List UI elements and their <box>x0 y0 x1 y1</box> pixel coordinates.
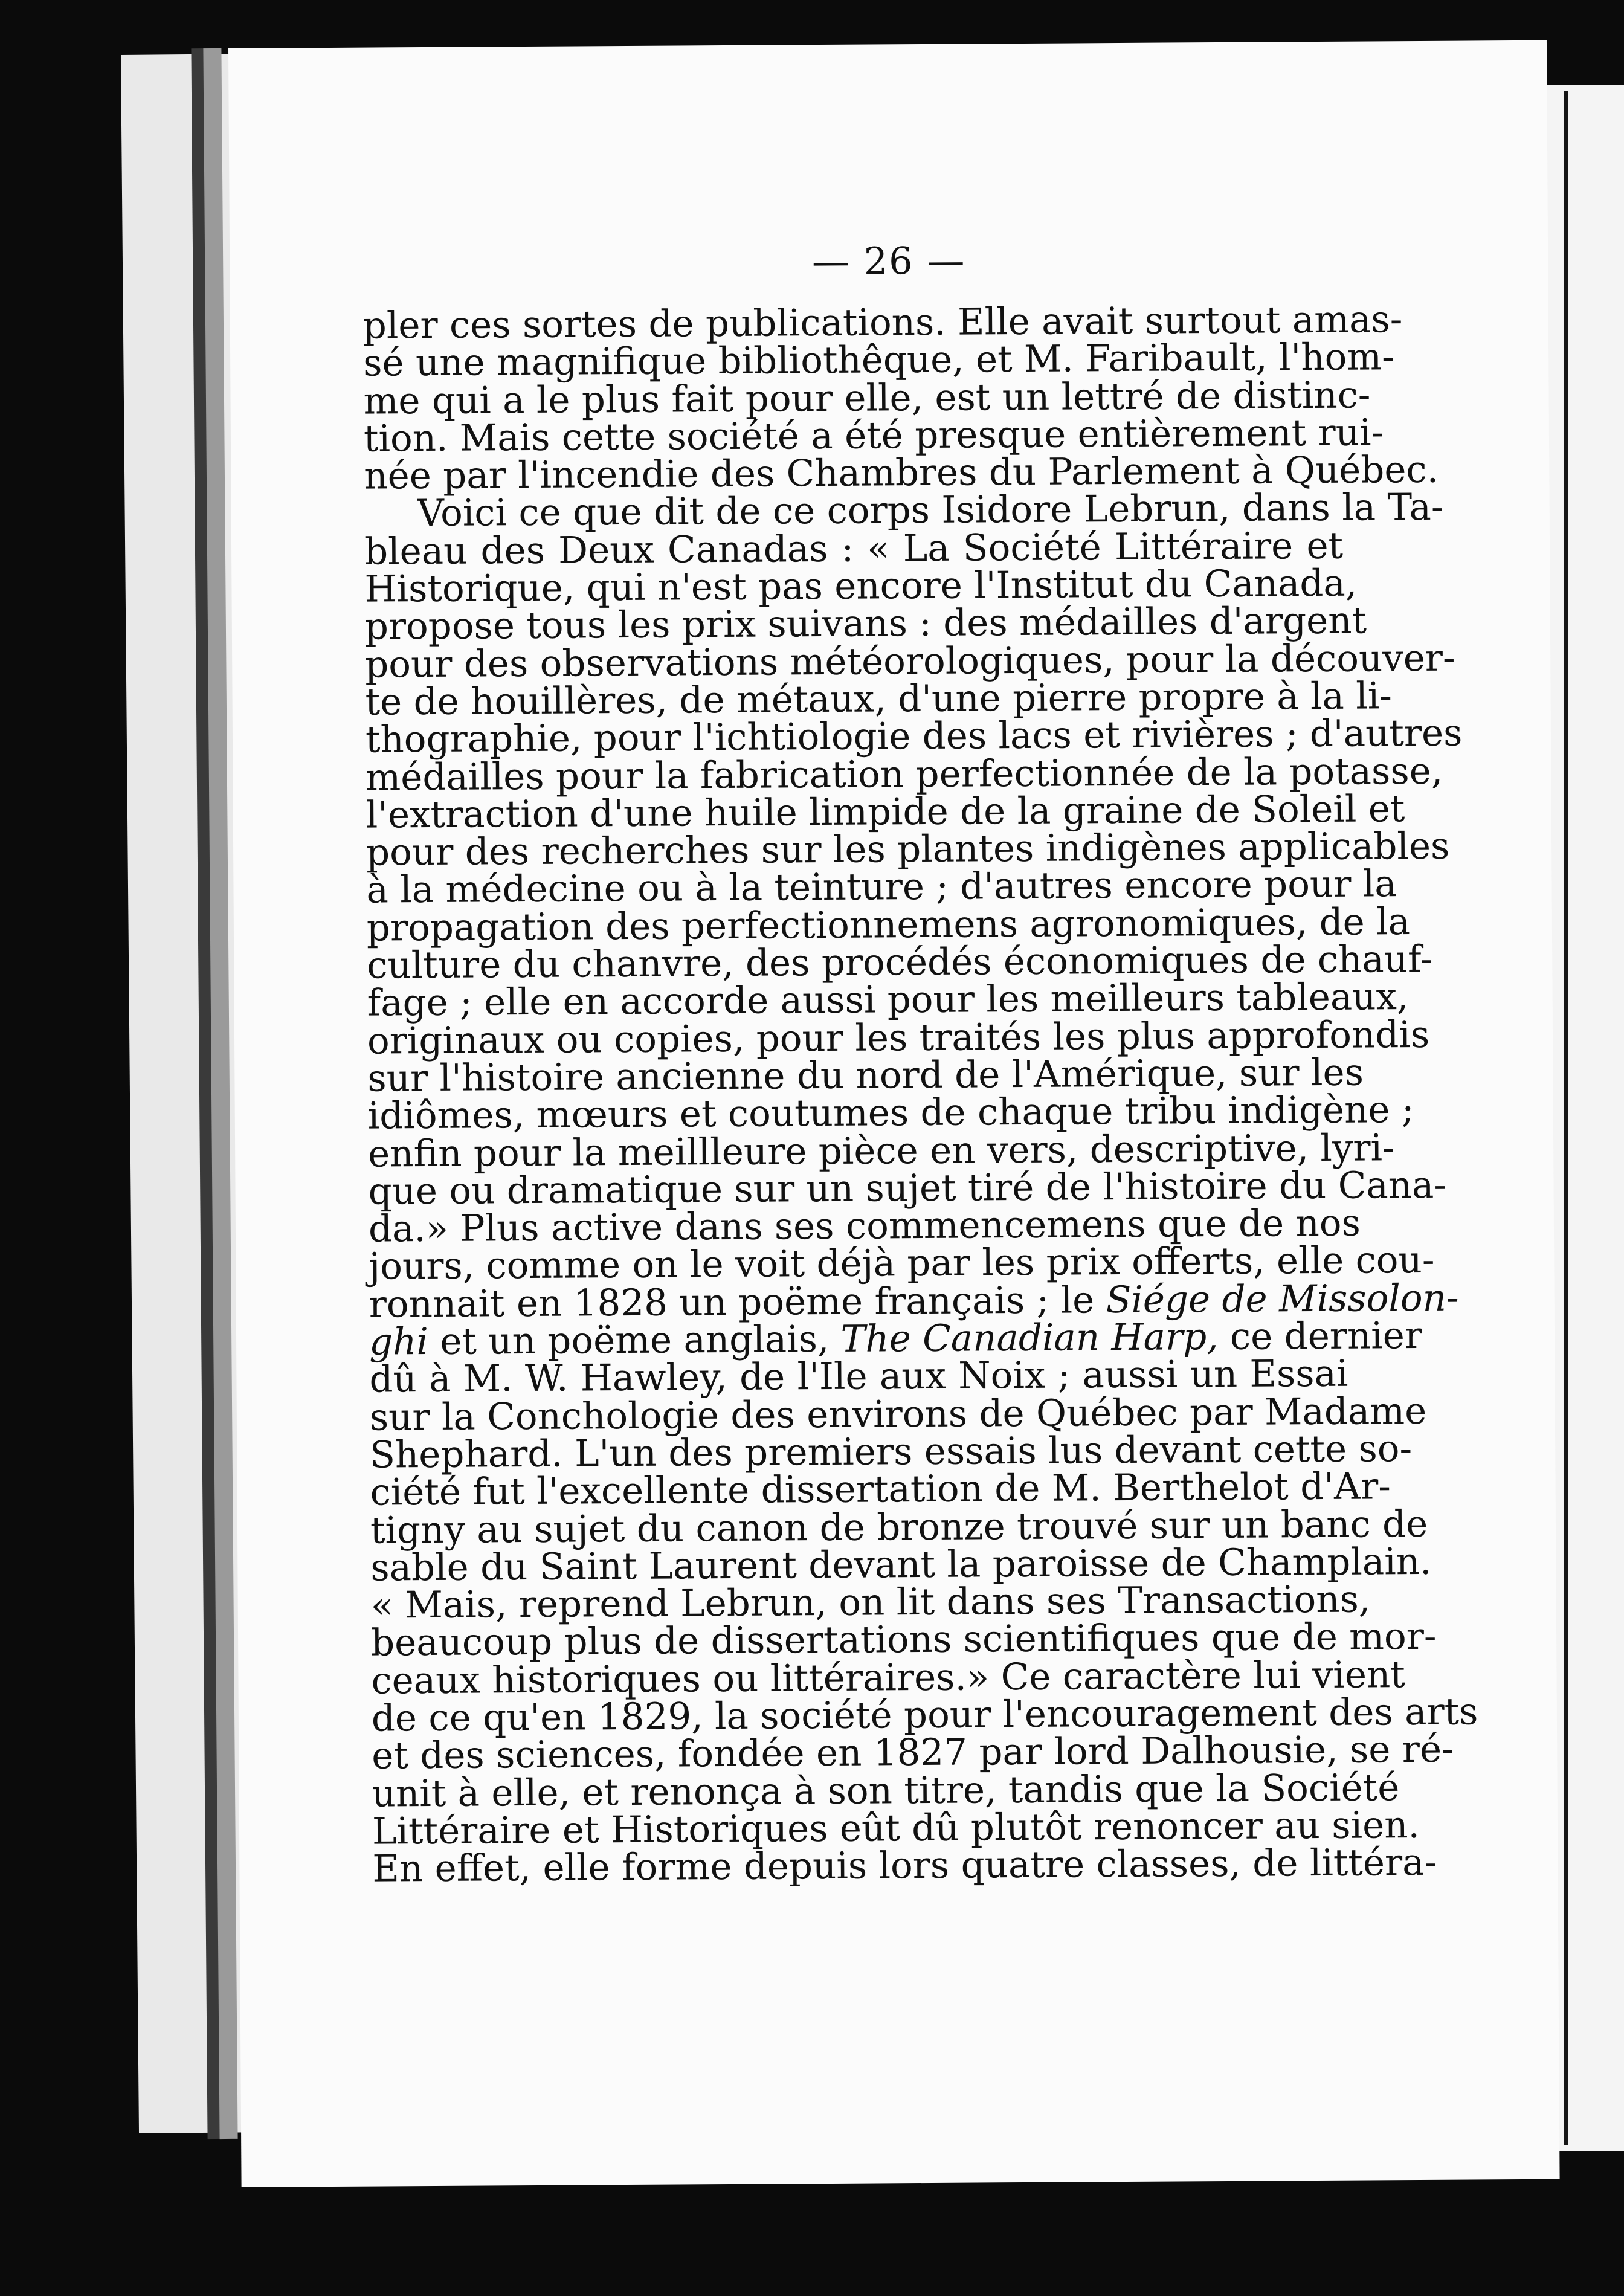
text-line: ciété fut l'excellente dissertation de M. Berthelot d'Ar- <box>370 1465 1391 1514</box>
text-line: Historique, qui n'est pas encore l'Institut du Canada, <box>364 561 1358 611</box>
book-page <box>228 40 1560 2187</box>
text-line: bleau des Deux Canadas : « La Société Littéraire et <box>364 524 1344 573</box>
text-line: dû à M. W. Hawley, de l'Ile aux Noix ; aussi un Essai <box>369 1352 1348 1401</box>
text-line: ronnait en 1828 un poëme français ; le Siége de Missolon- <box>369 1276 1459 1326</box>
text-line: médailles pour la fabrication perfectionnée de la potasse, <box>366 749 1443 799</box>
italic-title: Siége de Missolon- <box>1106 1276 1459 1321</box>
text-line: En effet, elle forme depuis lors quatre classes, de littéra- <box>372 1841 1437 1891</box>
text-line: ghi et un poëme anglais, The Canadian Harp, ce dernier <box>369 1314 1423 1364</box>
text-line: unit à elle, et renonça à son titre, tandis que la Société <box>372 1766 1400 1816</box>
text-line: tion. Mais cette société a été presque entièrement rui- <box>363 411 1384 460</box>
text-line: jours, comme on le voit déjà par les prix offerts, elle cou- <box>369 1239 1435 1289</box>
text-line: Shephard. L'un des premiers essais lus devant cette so- <box>370 1427 1413 1477</box>
text-line: sable du Saint Laurent devant la paroisse de Champlain. <box>370 1540 1432 1590</box>
text-line: propose tous les prix suivans : des médailles d'argent <box>364 599 1367 649</box>
text-line: de ce qu'en 1829, la société pour l'encouragement des arts <box>371 1690 1478 1740</box>
text-line: fage ; elle en accorde aussi pour les meilleurs tableaux, <box>367 975 1409 1025</box>
text-line: que ou dramatique sur un sujet tiré de l'histoire du Cana- <box>368 1163 1447 1213</box>
text-line: pler ces sortes de publications. Elle avait surtout amas- <box>362 298 1403 347</box>
text-line: propagation des perfectionnemens agronomiques, de la <box>366 900 1411 950</box>
text-line: sur l'histoire ancienne du nord de l'Amérique, sur les <box>367 1051 1364 1100</box>
text-line: da.» Plus active dans ses commencemens que de nos <box>368 1201 1361 1251</box>
text-line: te de houillères, de métaux, d'une pierre propre à la li- <box>365 674 1393 724</box>
text-line: enfin pour la meillleure pièce en vers, descriptive, lyri- <box>367 1126 1395 1176</box>
facing-page-gutter <box>1564 91 1568 2145</box>
text-line: tigny au sujet du canon de bronze trouvé sur un banc de <box>370 1502 1428 1552</box>
text-line: l'extraction d'une huile limpide de la graine de Soleil et <box>366 787 1405 837</box>
body-text <box>362 298 1478 1891</box>
text-line: née par l'incendie des Chambres du Parlement à Québec. <box>364 448 1439 498</box>
text-line: culture du chanvre, des procédés économiques de chauf- <box>367 937 1433 987</box>
text-line: pour des recherches sur les plantes indigènes applicables <box>366 824 1450 874</box>
page-number: — 26 — <box>811 238 966 284</box>
text-line: pour des observations météorologiques, pour la découver- <box>365 636 1455 686</box>
text-line: à la médecine ou à la teinture ; d'autres encore pour la <box>366 862 1397 912</box>
text-line: « Mais, reprend Lebrun, on lit dans ses Transactions, <box>370 1578 1371 1627</box>
text-line: me qui a le plus fait pour elle, est un lettré de distinc- <box>363 373 1371 423</box>
text-line: beaucoup plus de dissertations scientifiques que de mor- <box>370 1615 1437 1665</box>
text-line: sur la Conchologie des environs de Québec par Madame <box>369 1389 1427 1439</box>
text-line: Littéraire et Historiques eût dû plutôt renoncer au sien. <box>372 1803 1420 1853</box>
text-line: idiômes, mœurs et coutumes de chaque tribu indigène ; <box>367 1088 1414 1138</box>
text-line: originaux ou copies, pour les traités les plus approfondis <box>367 1013 1430 1063</box>
text-line: Voici ce que dit de ce corps Isidore Lebrun, dans la Ta- <box>417 486 1444 535</box>
italic-title: ghi <box>369 1320 429 1364</box>
text-line: ceaux historiques ou littéraires.» Ce caractère lui vient <box>371 1653 1406 1703</box>
text-line: sé une magnifique bibliothêque, et M. Faribault, l'hom- <box>362 335 1394 385</box>
text-line: thographie, pour l'ichtiologie des lacs et rivières ; d'autres <box>365 711 1463 761</box>
italic-title: The Canadian Harp, <box>840 1315 1219 1361</box>
text-line: et des sciences, fondée en 1827 par lord Dalhousie, se ré- <box>372 1727 1454 1778</box>
